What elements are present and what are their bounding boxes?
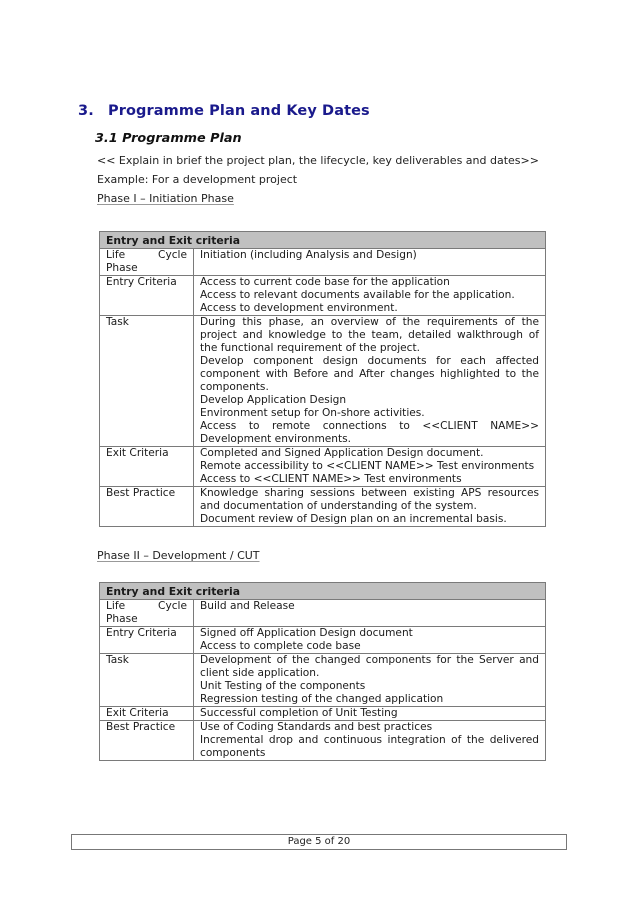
row-value: Knowledge sharing sessions between existing APS resources and documentation of understanding of the system. Document review of Design plan on an incremental basis.: [194, 487, 546, 527]
row-label: Life Cycle Phase: [100, 600, 194, 627]
section-heading: [78, 103, 370, 119]
row-value: Signed off Application Design document Access to complete code base: [194, 627, 546, 654]
row-label: Exit Criteria: [100, 707, 194, 721]
table-row: [100, 600, 546, 627]
row-label: Exit Criteria: [100, 447, 194, 487]
row-value: Initiation (including Analysis and Design): [194, 249, 546, 276]
table-row: [100, 707, 546, 721]
table-row: [100, 316, 546, 447]
row-label: Task: [100, 654, 194, 707]
row-label: Life Cycle Phase: [100, 249, 194, 276]
row-label: Best Practice: [100, 487, 194, 527]
table-header: Entry and Exit criteria: [100, 232, 546, 249]
table-row: [100, 487, 546, 527]
row-value: Access to current code base for the application Access to relevant documents available for the application. Access to development environment.: [194, 276, 546, 316]
row-label: Task: [100, 316, 194, 447]
table-row: [100, 721, 546, 761]
table-row: [100, 654, 546, 707]
phase-2-criteria-table: [99, 582, 546, 761]
phase-1-heading: Phase I – Initiation Phase: [97, 192, 234, 205]
row-value: Use of Coding Standards and best practices Incremental drop and continuous integration of the delivered components: [194, 721, 546, 761]
section-number: 3.: [78, 103, 94, 119]
row-value: Development of the changed components for the Server and client side application. Unit Testing of the components Regression testing of the changed application: [194, 654, 546, 707]
example-text: Example: For a development project: [97, 173, 298, 186]
row-value: Build and Release: [194, 600, 546, 627]
phase-1-criteria-table: [99, 231, 546, 527]
row-value: During this phase, an overview of the requirements of the project and knowledge to the team, detailed walkthrough of the functional requirement of the project. Develop component design documents for each affected component with Before and After changes highlighted to the components. Develop Application Design Environment setup for On-shore activities. Access to remote connections to <<CLIENT NAME>> Development environments.: [194, 316, 546, 447]
phase-2-heading: Phase II – Development / CUT: [97, 549, 260, 562]
table-row: [100, 276, 546, 316]
row-label: Entry Criteria: [100, 276, 194, 316]
subsection-heading: 3.1 Programme Plan: [95, 131, 242, 146]
table-row: [100, 627, 546, 654]
page-footer: [71, 834, 567, 850]
row-label: Entry Criteria: [100, 627, 194, 654]
page-number: Page 5 of 20: [287, 836, 351, 847]
table-row: [100, 249, 546, 276]
row-value: Successful completion of Unit Testing: [194, 707, 546, 721]
row-label: Best Practice: [100, 721, 194, 761]
instruction-text: << Explain in brief the project plan, the lifecycle, key deliverables and dates>>: [97, 154, 539, 167]
row-value: Completed and Signed Application Design document. Remote accessibility to <<CLIENT NAME>> Test environments Access to <<CLIENT NAME>> Test environments: [194, 447, 546, 487]
table-header: Entry and Exit criteria: [100, 583, 546, 600]
table-row: [100, 447, 546, 487]
section-title: Programme Plan and Key Dates: [108, 103, 370, 119]
